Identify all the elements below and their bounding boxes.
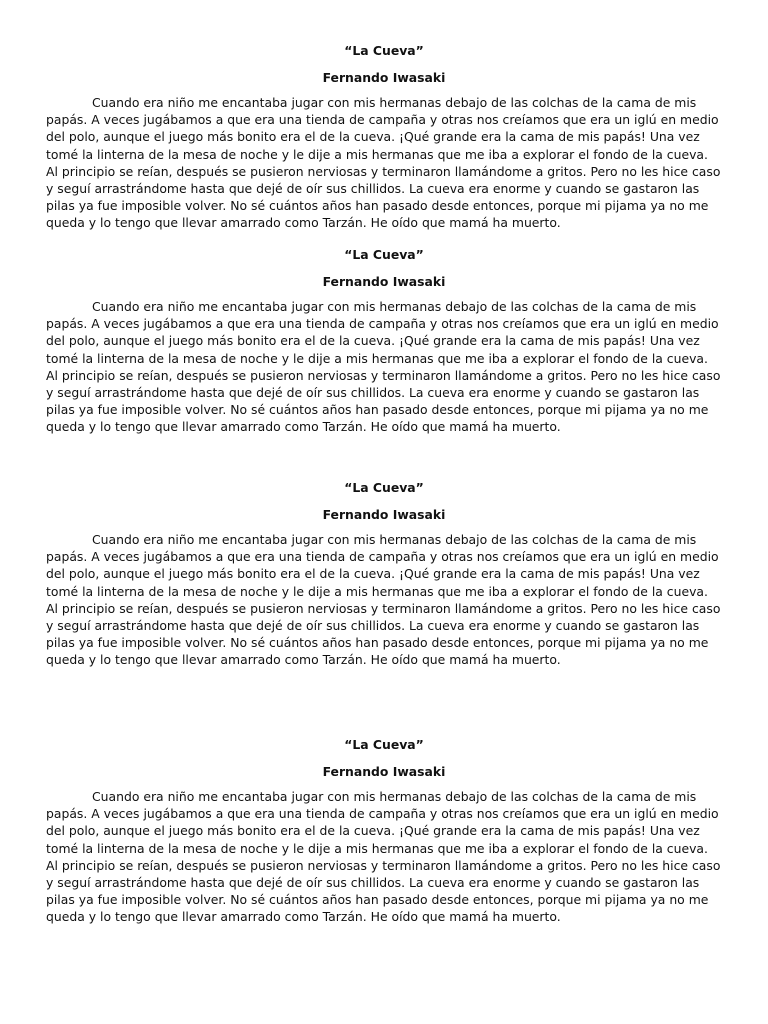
story-title: “La Cueva” — [344, 737, 424, 752]
story-section — [46, 736, 722, 926]
story-author: Fernando Iwasaki — [322, 274, 446, 289]
story-title: “La Cueva” — [344, 247, 424, 262]
story-title: “La Cueva” — [344, 480, 424, 495]
story-section — [46, 479, 722, 669]
story-section — [46, 42, 722, 232]
story-paragraph: Cuando era niño me encantaba jugar con mis hermanas debajo de las colchas de la cama de mis papás. A veces jugábamos a que era una tienda de campaña y otras nos creíamos que era un iglú en medio del polo, aunque el juego más bonito era el de la cueva. ¡Qué grande era la cama de mis papás! Una vez tomé la linterna de la mesa de noche y le dije a mis hermanas que me iba a explorar el fondo de la cueva. Al principio se reían, después se pusieron nerviosas y terminaron llamándome a gritos. Pero no les hice caso y seguí arrastrándome hasta que dejé de oír sus chillidos. La cueva era enorme y cuando se gastaron las pilas ya fue imposible volver. No sé cuántos años han pasado desde entonces, porque mi pijama ya no me queda y lo tengo que llevar amarrado como Tarzán. He oído que mamá ha muerto. — [46, 789, 721, 925]
story-author: Fernando Iwasaki — [322, 764, 446, 779]
story-author: Fernando Iwasaki — [322, 507, 446, 522]
story-author: Fernando Iwasaki — [322, 70, 446, 85]
story-paragraph: Cuando era niño me encantaba jugar con mis hermanas debajo de las colchas de la cama de mis papás. A veces jugábamos a que era una tienda de campaña y otras nos creíamos que era un iglú en medio del polo, aunque el juego más bonito era el de la cueva. ¡Qué grande era la cama de mis papás! Una vez tomé la linterna de la mesa de noche y le dije a mis hermanas que me iba a explorar el fondo de la cueva. Al principio se reían, después se pusieron nerviosas y terminaron llamándome a gritos. Pero no les hice caso y seguí arrastrándome hasta que dejé de oír sus chillidos. La cueva era enorme y cuando se gastaron las pilas ya fue imposible volver. No sé cuántos años han pasado desde entonces, porque mi pijama ya no me queda y lo tengo que llevar amarrado como Tarzán. He oído que mamá ha muerto. — [46, 95, 721, 231]
story-paragraph: Cuando era niño me encantaba jugar con mis hermanas debajo de las colchas de la cama de mis papás. A veces jugábamos a que era una tienda de campaña y otras nos creíamos que era un iglú en medio del polo, aunque el juego más bonito era el de la cueva. ¡Qué grande era la cama de mis papás! Una vez tomé la linterna de la mesa de noche y le dije a mis hermanas que me iba a explorar el fondo de la cueva. Al principio se reían, después se pusieron nerviosas y terminaron llamándome a gritos. Pero no les hice caso y seguí arrastrándome hasta que dejé de oír sus chillidos. La cueva era enorme y cuando se gastaron las pilas ya fue imposible volver. No sé cuántos años han pasado desde entonces, porque mi pijama ya no me queda y lo tengo que llevar amarrado como Tarzán. He oído que mamá ha muerto. — [46, 299, 721, 435]
story-paragraph: Cuando era niño me encantaba jugar con mis hermanas debajo de las colchas de la cama de mis papás. A veces jugábamos a que era una tienda de campaña y otras nos creíamos que era un iglú en medio del polo, aunque el juego más bonito era el de la cueva. ¡Qué grande era la cama de mis papás! Una vez tomé la linterna de la mesa de noche y le dije a mis hermanas que me iba a explorar el fondo de la cueva. Al principio se reían, después se pusieron nerviosas y terminaron llamándome a gritos. Pero no les hice caso y seguí arrastrándome hasta que dejé de oír sus chillidos. La cueva era enorme y cuando se gastaron las pilas ya fue imposible volver. No sé cuántos años han pasado desde entonces, porque mi pijama ya no me queda y lo tengo que llevar amarrado como Tarzán. He oído que mamá ha muerto. — [46, 532, 721, 668]
story-section — [46, 246, 722, 436]
story-title: “La Cueva” — [344, 43, 424, 58]
